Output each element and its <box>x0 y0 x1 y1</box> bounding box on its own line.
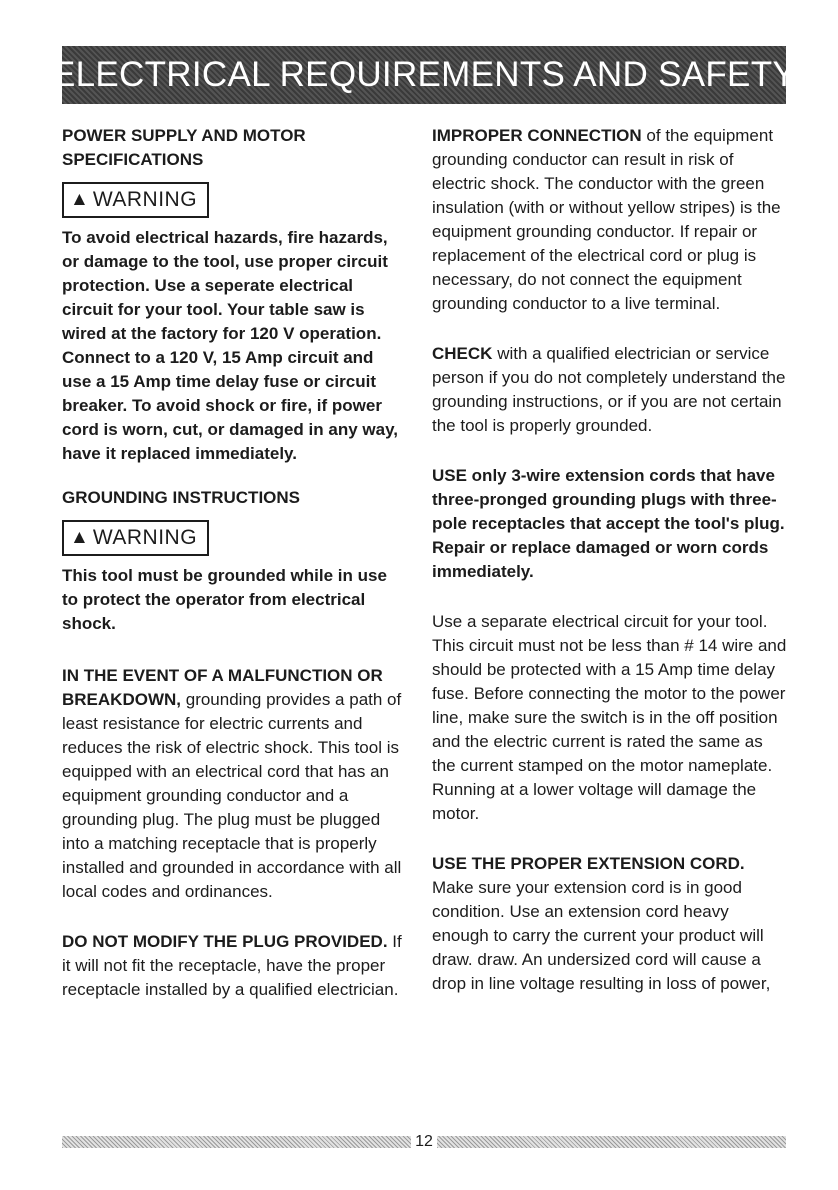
right-column <box>432 124 788 996</box>
malfunction-lead: IN THE EVENT OF A MALFUNCTION OR BREAKDOWN, <box>62 666 383 709</box>
use-wire-paragraph: USE only 3-wire extension cords that have three-pronged grounding plugs with three-pole receptacles that accept the tool's plug. Repair or replace damaged or worn cords immediately. <box>432 466 785 581</box>
grounding-heading: GROUNDING INSTRUCTIONS <box>62 488 300 507</box>
warning-label: WARNING <box>92 188 198 211</box>
improper-paragraph <box>432 124 788 316</box>
check-paragraph <box>432 342 788 438</box>
warning-label: WARNING <box>92 526 198 549</box>
warning-triangle-icon: ▲ <box>70 527 89 548</box>
check-text: with a qualified electrician or service person if you do not completely understand the grounding instructions, or if you are not certain the tool is properly grounded. <box>432 344 786 435</box>
modify-paragraph <box>62 930 402 1002</box>
warning-triangle-icon: ▲ <box>70 189 89 210</box>
improper-text: of the equipment grounding conductor can result in risk of electric shock. The conductor with the green insulation (with or without yellow stripes) is the equipment grounding conductor. If repair or replacement of the electrical cord or plug is necessary, do not connect the equipment grounding conductor to a live terminal. <box>432 126 781 313</box>
warning-box-1 <box>62 182 209 218</box>
title-banner <box>51 46 797 104</box>
extension-lead: USE THE PROPER EXTENSION CORD. <box>432 854 745 873</box>
footer-rule-right <box>437 1136 786 1148</box>
extension-paragraph <box>432 852 788 996</box>
modify-lead: DO NOT MODIFY THE PLUG PROVIDED. <box>62 932 388 951</box>
warning-box-2 <box>62 520 209 556</box>
malfunction-text: grounding provides a path of least resistance for electric currents and reduces the risk of electric shock. This tool is equipped with an electrical cord that has an equipment grounding conductor and a grounding plug. The plug must be plugged into a matching receptacle that is properly installed and grounded in accordance with all local codes and ordinances. <box>62 690 402 901</box>
extension-text: Make sure your extension cord is in good condition. Use an extension cord heavy enough to carry the current your product will draw. draw. An undersized cord will cause a drop in line voltage resulting in loss of power, <box>432 878 771 993</box>
improper-lead: IMPROPER CONNECTION <box>432 126 642 145</box>
modify-text: If it will not fit the receptacle, have the proper receptacle installed by a qualified electrician. <box>62 932 402 999</box>
page-number: 12 <box>415 1133 433 1150</box>
separate-circuit-paragraph: Use a separate electrical circuit for your tool. This circuit must not be less than # 14 wire and should be protected with a 15 Amp time delay fuse. Before connecting the motor to the power line, make sure the switch is in the off position and the electric current is rated the same as the current stamped on the motor nameplate. Running at a lower voltage will damage the motor. <box>432 612 787 823</box>
grounding-warning-text: This tool must be grounded while in use to protect the operator from electrical shock. <box>62 566 387 633</box>
page-title: ELECTRICAL REQUIREMENTS AND SAFETY <box>51 55 797 94</box>
left-column <box>62 124 402 1002</box>
footer-rule-left <box>62 1136 411 1148</box>
page-footer <box>62 1133 786 1151</box>
power-warning-text: To avoid electrical hazards, fire hazards, or damage to the tool, use proper circuit protection. Use a seperate electrical circuit for your tool. Your table saw is wired at the factory for 120 V operation. Connect to a 120 V, 15 Amp circuit and use a 15 Amp time delay fuse or circuit breaker. To avoid shock or fire, if power cord is worn, cut, or damaged in any way, have it replaced immediately. <box>62 228 398 463</box>
power-supply-heading: POWER SUPPLY AND MOTOR SPECIFICATIONS <box>62 126 306 169</box>
malfunction-paragraph <box>62 664 402 904</box>
check-lead: CHECK <box>432 344 493 363</box>
